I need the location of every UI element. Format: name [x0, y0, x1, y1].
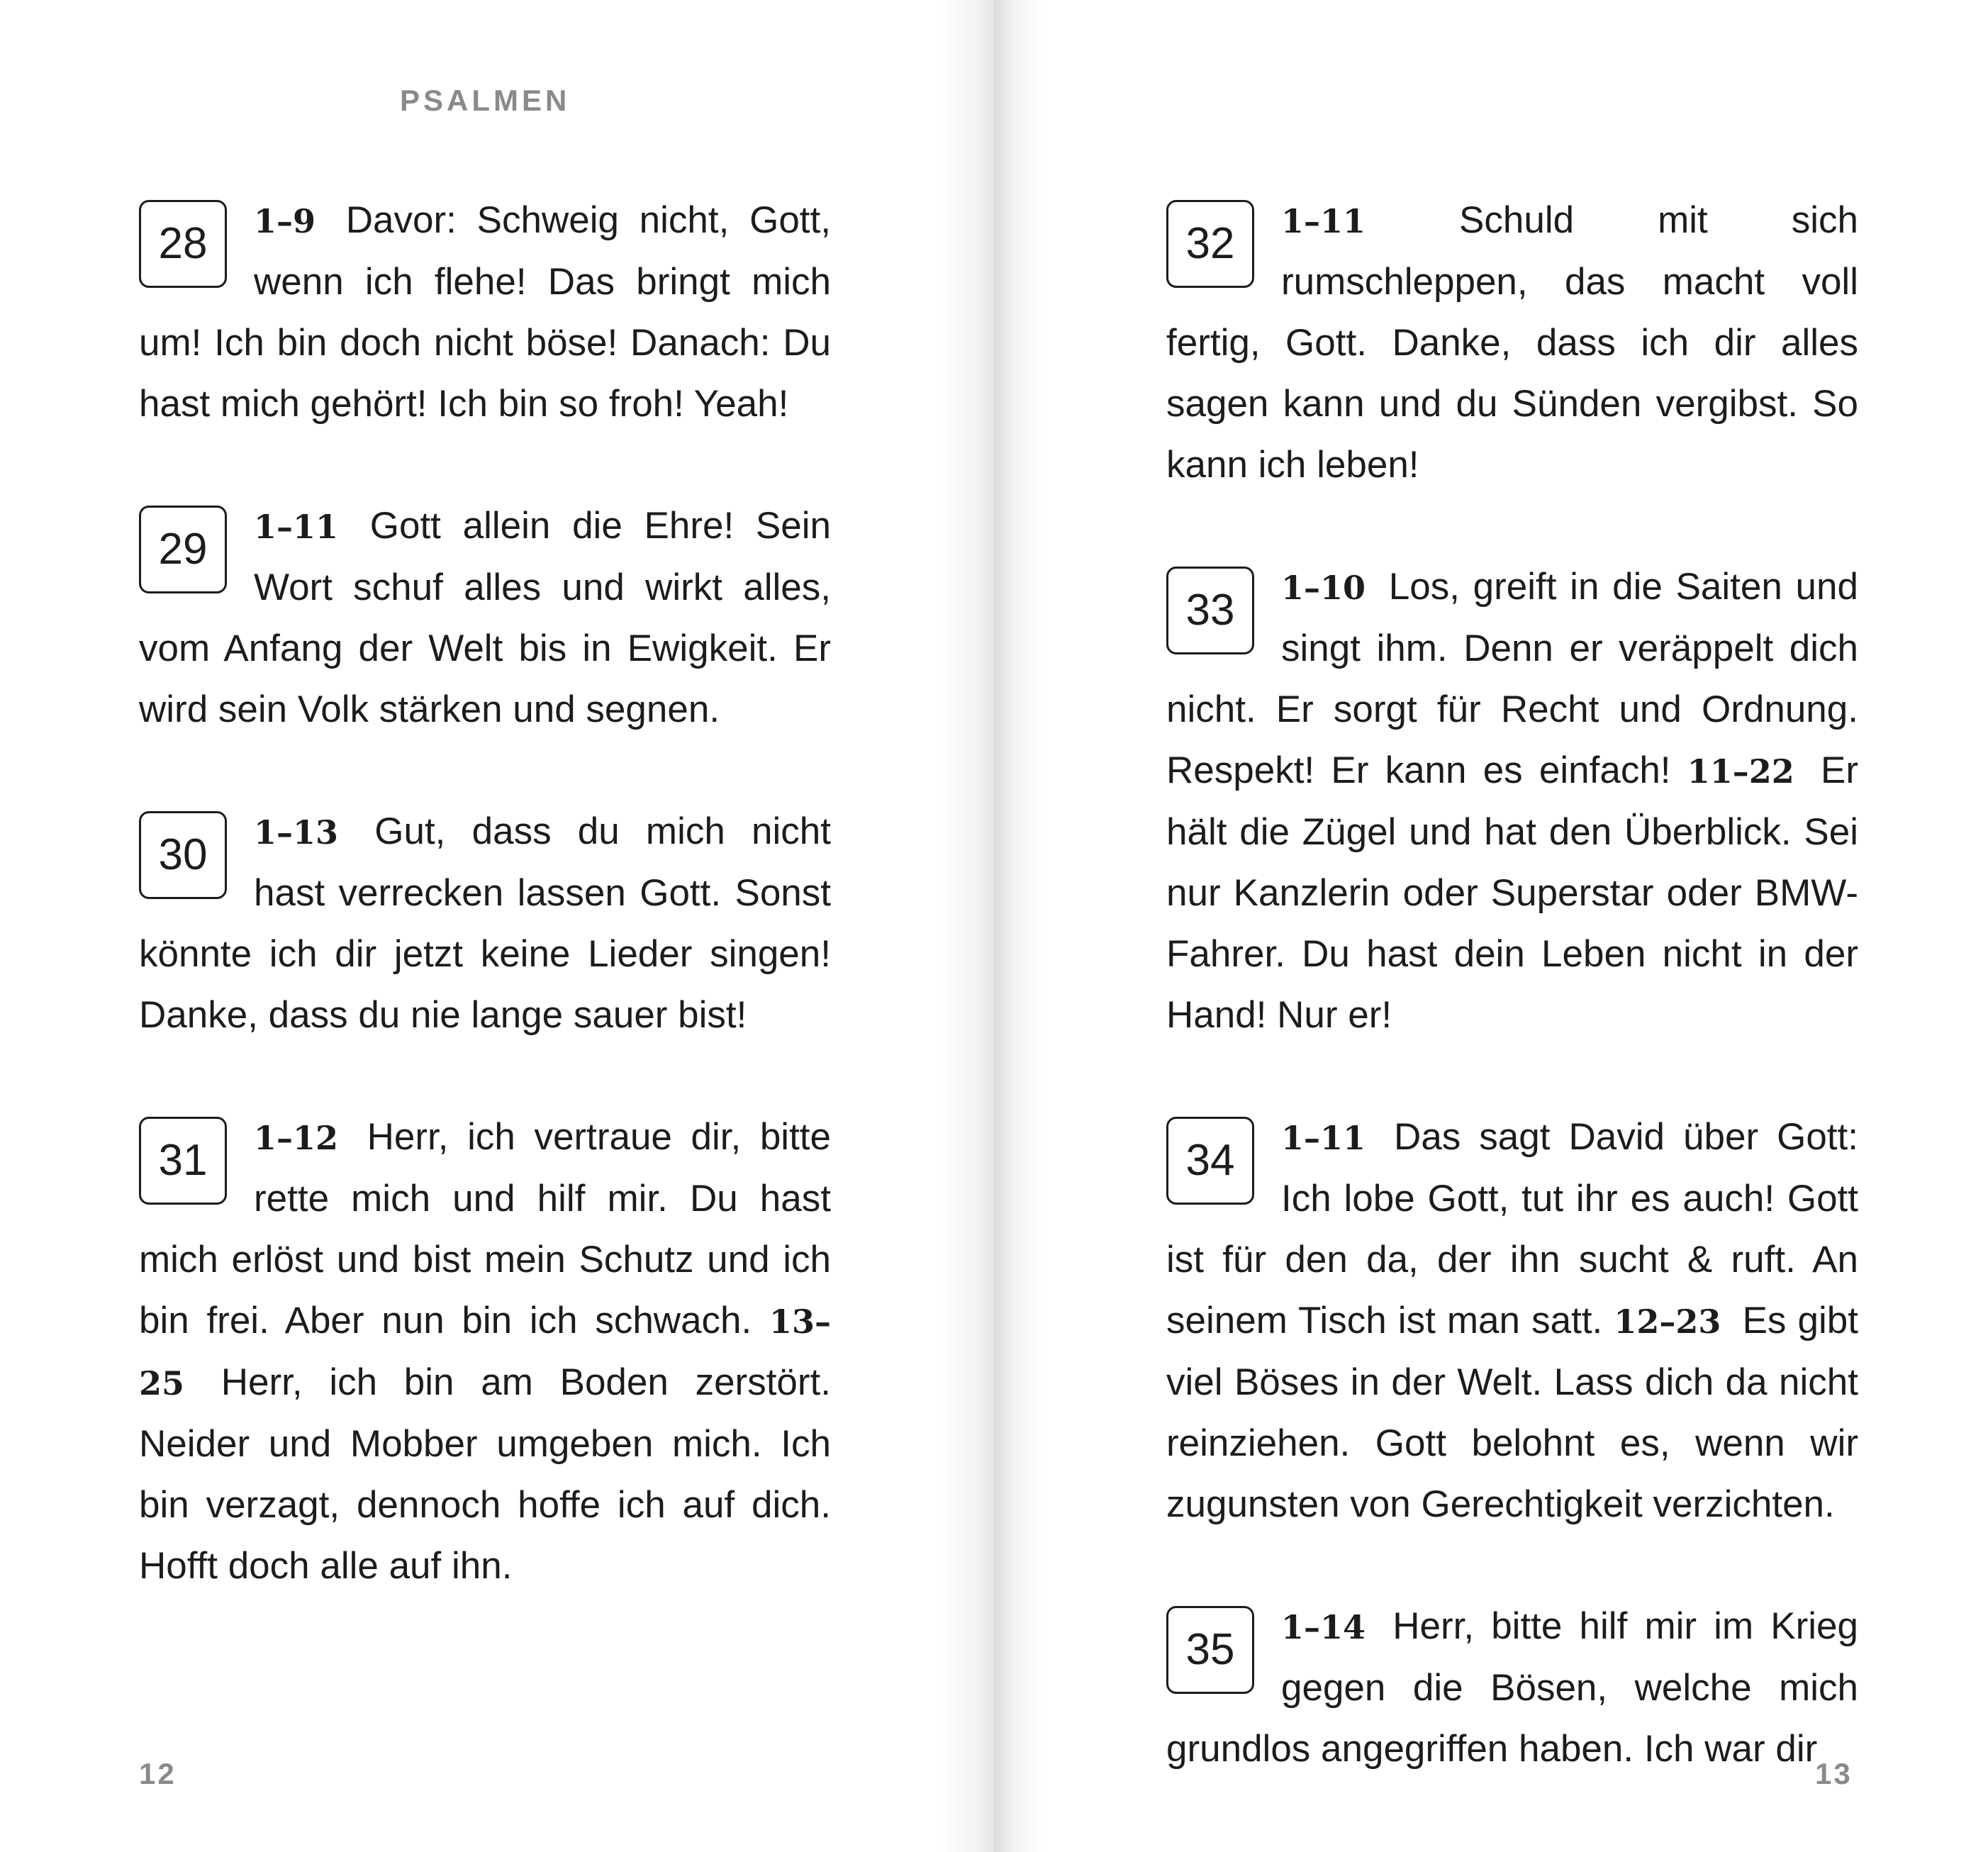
- verse-text: Los, greift in die Saiten und singt ihm. Denn er veräppelt dich nicht. Er sorgt für Recht und Ordnung. Respekt! Er kann es einfach!: [1166, 566, 1858, 791]
- right-column: [1166, 190, 1858, 1841]
- psalm-text: [1166, 1107, 1858, 1535]
- psalm-number-box: 30: [139, 811, 227, 899]
- verse-text: Gut, dass du mich nicht hast verrecken lassen Gott. Sonst könnte ich dir jetzt keine Lieder singen! Danke, dass du nie lange sauer bist!: [139, 810, 831, 1036]
- gutter-shadow: [994, 0, 1044, 1852]
- verse-range: 13–25: [139, 1302, 831, 1402]
- psalm-number-box: 34: [1166, 1117, 1254, 1205]
- psalm-number-box: 32: [1166, 200, 1254, 288]
- page-number-left: 12: [139, 1757, 177, 1790]
- verse-text: Er hält die Zügel und hat den Überblick. Sei nur Kanzlerin oder Superstar oder BMW-Fahrer. Du hast dein Leben nicht in der Hand! Nur er!: [1166, 749, 1858, 1036]
- psalm-text: [1166, 1596, 1858, 1780]
- verse-range: 1–11: [1281, 1119, 1366, 1157]
- psalm-text: [139, 496, 831, 740]
- psalm-number-box: 29: [139, 506, 227, 593]
- psalm-number-box: 31: [139, 1117, 227, 1205]
- psalm-32: [1166, 190, 1858, 496]
- verse-range: 1–10: [1281, 569, 1366, 607]
- psalm-text: [1166, 190, 1858, 496]
- verse-text: Herr, ich vertraue dir, bitte rette mich und hilf mir. Du hast mich erlöst und bist mein Schutz und ich bin frei. Aber nun bin ich schwach.: [139, 1116, 832, 1341]
- gutter-shadow: [937, 0, 994, 1852]
- left-column: [139, 190, 831, 1658]
- psalm-number-box: 35: [1166, 1606, 1254, 1694]
- verse-range: 11–22: [1687, 752, 1794, 791]
- verse-text: Herr, bitte hilf mir im Krieg gegen die Bösen, welche mich grundlos angegriffen haben. Ich war dir: [1166, 1605, 1858, 1770]
- verse-range: 1–14: [1281, 1608, 1366, 1646]
- psalm-text: [139, 190, 831, 435]
- verse-range: 1–11: [1281, 202, 1366, 240]
- psalm-35: [1166, 1596, 1858, 1780]
- verse-text: Davor: Schweig nicht, Gott, wenn ich flehe! Das bringt mich um! Ich bin doch nicht böse! Danach: Du hast mich gehört! Ich bin so froh! Yeah!: [139, 199, 831, 425]
- verse-text: Herr, ich bin am Boden zerstört. Neider und Mobber umgeben mich. Ich bin verzagt, dennoch hoffe ich auf dich. Hofft doch alle auf ihn.: [139, 1361, 831, 1587]
- psalm-text: [139, 801, 831, 1046]
- psalm-29: [139, 496, 831, 740]
- verse-text: Das sagt David über Gott: Ich lobe Gott, tut ihr es auch! Gott ist für den da, der ihn sucht & ruft. An seinem Tisch ist man satt.: [1166, 1116, 1858, 1341]
- psalm-text: [1166, 557, 1858, 1046]
- psalm-34: [1166, 1107, 1858, 1535]
- running-head: PSALMEN: [400, 84, 571, 117]
- psalm-number-box: 33: [1166, 567, 1254, 654]
- verse-range: 1–9: [254, 202, 316, 240]
- page-number-right: 13: [1815, 1757, 1853, 1790]
- verse-text: Es gibt viel Böses in der Welt. Lass dich da nicht reinziehen. Gott belohnt es, wenn wir zugunsten von Gerechtigkeit verzichten.: [1166, 1300, 1858, 1525]
- verse-text: Schuld mit sich rumschleppen, das macht voll fertig, Gott. Danke, dass ich dir alles sagen kann und du Sünden vergibst. So kann ich leben!: [1166, 199, 1859, 486]
- psalm-number-box: 28: [139, 200, 227, 288]
- psalm-30: [139, 801, 831, 1046]
- psalm-31: [139, 1107, 831, 1597]
- verse-range: 12–23: [1614, 1302, 1721, 1341]
- verse-range: 1–11: [254, 508, 339, 546]
- psalm-33: [1166, 557, 1858, 1046]
- verse-range: 1–12: [254, 1119, 339, 1157]
- verse-range: 1–13: [254, 813, 339, 852]
- psalm-text: [139, 1107, 831, 1597]
- verse-text: Gott allein die Ehre! Sein Wort schuf alles und wirkt alles, vom Anfang der Welt bis in Ewigkeit. Er wird sein Volk stärken und segnen.: [139, 505, 831, 730]
- psalm-28: [139, 190, 831, 435]
